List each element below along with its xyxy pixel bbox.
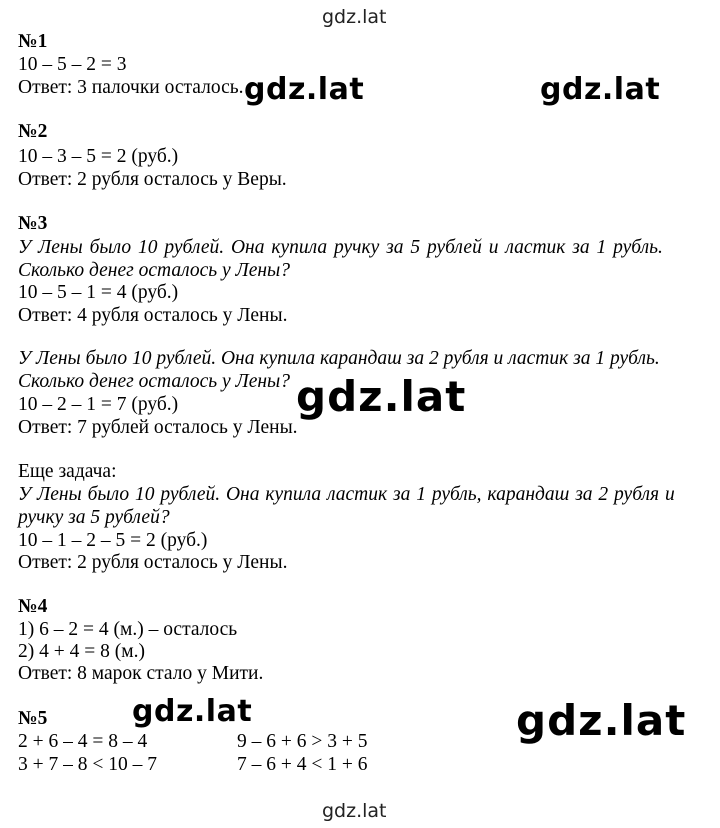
watermark-2: gdz.lat bbox=[540, 72, 661, 107]
task-3a-problem-line2: Сколько денег осталось у Лены? bbox=[18, 260, 290, 281]
task-3b-problem-line2: Сколько денег осталось у Лены? bbox=[18, 371, 290, 392]
watermark-top: gdz.lat bbox=[322, 6, 387, 28]
watermark-5: gdz.lat bbox=[516, 696, 687, 745]
task-5-heading: №5 bbox=[18, 708, 48, 729]
task-5-left-1: 2 + 6 – 4 = 8 – 4 bbox=[18, 731, 148, 752]
watermark-3: gdz.lat bbox=[296, 372, 467, 421]
watermark-4: gdz.lat bbox=[132, 694, 253, 729]
task-5-right-1: 9 – 6 + 6 > 3 + 5 bbox=[237, 731, 368, 752]
task-1-answer: Ответ: 3 палочки осталось. bbox=[18, 77, 244, 98]
task-3c-equation: 10 – 1 – 2 – 5 = 2 (руб.) bbox=[18, 530, 208, 551]
task-2-equation: 10 – 3 – 5 = 2 (руб.) bbox=[18, 146, 179, 167]
task-3b-answer: Ответ: 7 рублей осталось у Лены. bbox=[18, 417, 298, 438]
task-1-equation: 10 – 5 – 2 = 3 bbox=[18, 54, 127, 75]
task-3-heading: №3 bbox=[18, 213, 48, 234]
task-2-answer: Ответ: 2 рубля осталось у Веры. bbox=[18, 169, 287, 190]
task-3a-answer: Ответ: 4 рубля осталось у Лены. bbox=[18, 305, 288, 326]
task-3a-problem-line1: У Лены было 10 рублей. Она купила ручку за 5 рублей и ластик за 1 рубль. bbox=[18, 237, 663, 258]
watermark-bottom: gdz.lat bbox=[322, 800, 387, 822]
task-3b-problem-line1: У Лены было 10 рублей. Она купила карандаш за 2 рубля и ластик за 1 рубль. bbox=[18, 348, 660, 369]
watermark-1: gdz.lat bbox=[244, 72, 365, 107]
task-4-heading: №4 bbox=[18, 596, 48, 617]
task-3c-problem-line1: У Лены было 10 рублей. Она купила ластик за 1 рубль, карандаш за 2 рубля и bbox=[18, 484, 675, 505]
task-5-left-2: 3 + 7 – 8 < 10 – 7 bbox=[18, 754, 157, 775]
task-3a-equation: 10 – 5 – 1 = 4 (руб.) bbox=[18, 282, 179, 303]
task-4-answer: Ответ: 8 марок стало у Мити. bbox=[18, 663, 264, 684]
task-3b-equation: 10 – 2 – 1 = 7 (руб.) bbox=[18, 394, 179, 415]
task-5-right-2: 7 – 6 + 4 < 1 + 6 bbox=[237, 754, 368, 775]
task-2-heading: №2 bbox=[18, 121, 48, 142]
task-3c-problem-line2: ручку за 5 рублей? bbox=[18, 507, 170, 528]
task-3c-answer: Ответ: 2 рубля осталось у Лены. bbox=[18, 552, 288, 573]
task-4-step-2: 2) 4 + 4 = 8 (м.) bbox=[18, 641, 145, 662]
task-4-step-1: 1) 6 – 2 = 4 (м.) – осталось bbox=[18, 619, 238, 640]
task-3c-label: Еще задача: bbox=[18, 461, 117, 482]
task-1-heading: №1 bbox=[18, 31, 48, 52]
